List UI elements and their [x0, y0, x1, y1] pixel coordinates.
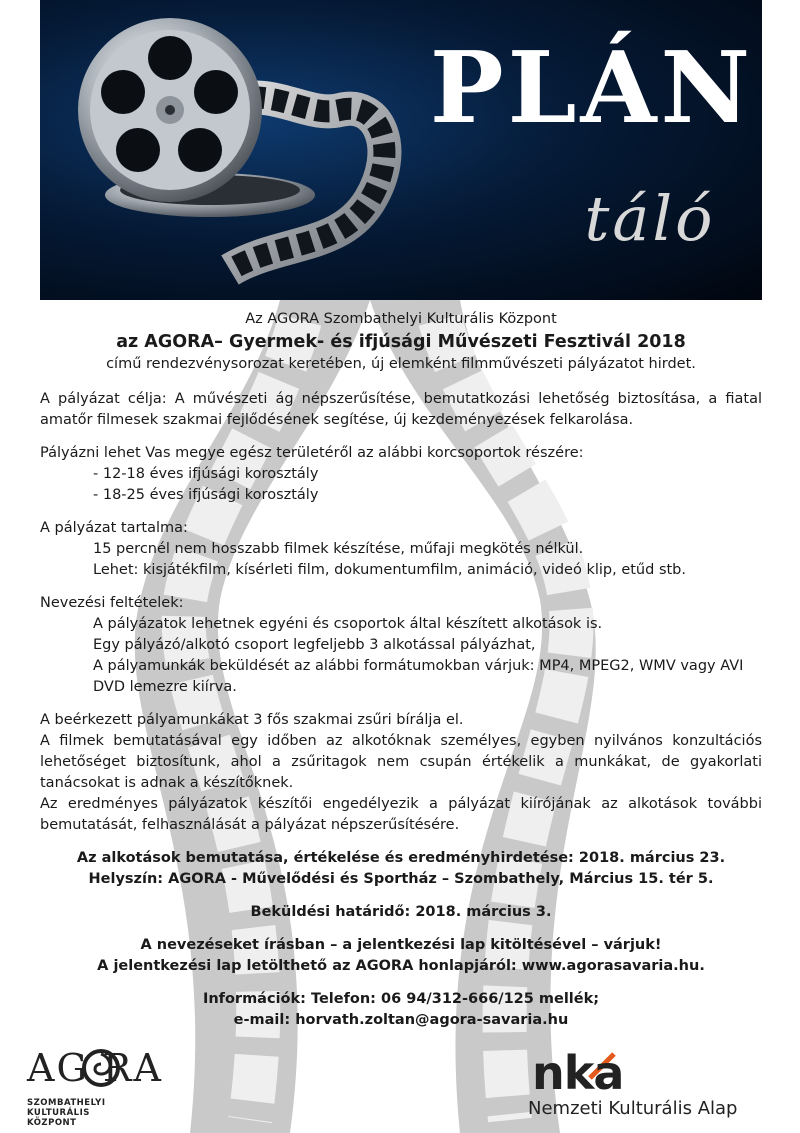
agora-subtitle: SZOMBATHELYI KULTURÁLIS KÖZPONT: [27, 1098, 106, 1128]
film-reel-icon: [78, 18, 262, 202]
agora-logo: [27, 1043, 187, 1128]
agora-swirl-icon: [81, 1048, 121, 1088]
header-banner: [40, 0, 762, 300]
content-heading: A pályázat tartalma:: [40, 520, 188, 536]
goal-paragraph: A pályázat célja: A művészeti ág népszerűsítése, bemutatkozási lehetőség biztosítása, a fiatal amatőr filmesek szakmai fejlődésének segítése, új kezdeményezések felkarolása.: [40, 391, 762, 428]
jury-line: A beérkezett pályamunkákat 3 fős szakmai zsűri bírálja el.: [40, 712, 464, 728]
contact-email[interactable]: e-mail: horvath.zoltan@agora-savaria.hu: [233, 1012, 569, 1028]
festival-title: az AGORA– Gyermek- és ifjúsági Művészeti Fesztivál 2018: [116, 332, 686, 352]
content-line: 15 percnél nem hosszabb filmek készítése, műfaji megkötés nélkül.: [93, 541, 584, 557]
announcement-line: című rendezvénysorozat keretében, új elemként filmművészeti pályázatot hirdet.: [106, 356, 696, 372]
condition-line: Egy pályázó/alkotó csoport legfeljebb 3 alkotással pályázhat,: [93, 637, 536, 653]
submission-deadline: Beküldési határidő: 2018. március 3.: [250, 904, 552, 920]
content-line: Lehet: kisjátékfilm, kísérleti film, dokumentumfilm, animáció, videó klip, etűd stb.: [93, 562, 686, 578]
nka-subtitle: Nemzeti Kulturális Alap: [528, 1098, 738, 1119]
condition-line: A pályamunkák beküldését az alábbi formátumokban várjuk: MP4, MPEG2, WMV vagy AVI DVD lemezre kiírva.: [93, 658, 744, 695]
agora-wordmark: AG RA: [27, 1046, 163, 1090]
condition-line: A pályázatok lehetnek egyéni és csoportok által készített alkotások is.: [93, 616, 603, 632]
age-group-item: - 18-25 éves ifjúsági korosztály: [93, 487, 319, 503]
application-line: A nevezéseket írásban – a jelentkezési lap kitöltésével – várjuk!: [140, 937, 662, 953]
download-line: [40, 956, 762, 977]
contact-phone: Információk: Telefon: 06 94/312-666/125 mellék;: [202, 991, 600, 1007]
nka-logo: [528, 1046, 768, 1128]
download-text[interactable]: A jelentkezési lap letölthető az AGORA honlapjáról: www.agorasavaria.hu.: [97, 958, 705, 974]
age-group-item: - 12-18 éves ifjúsági korosztály: [93, 466, 319, 482]
event-venue: Helyszín: AGORA - Művelődési és Sportház – Szombathely, Március 15. tér 5.: [88, 871, 714, 887]
eligibility-intro: Pályázni lehet Vas megye egész területéről az alábbi korcsoportok részére:: [40, 445, 584, 461]
event-date: Az alkotások bemutatása, értékelése és eredményhirdetése: 2018. március 23.: [76, 850, 726, 866]
announcement-body: [40, 309, 762, 1031]
conditions-heading: Nevezési feltételek:: [40, 595, 184, 611]
consultation-paragraph: A filmek bemutatásával egy időben az alkotóknak személyes, egyben nyilvános konzultációs lehetőséget biztosítunk, ahol a zsűritagok nem csupán értékelik a munkákat, de gyakorlati tanácsokat is adnak a készítőknek.: [40, 733, 762, 791]
organizer-line: Az AGORA Szombathelyi Kulturális Központ: [245, 311, 557, 327]
permission-paragraph: Az eredményes pályázatok készítői engedélyezik a pályázat kiírójának az alkotások további bemutatását, felhasználását a pályázat népszerűsítésére.: [40, 796, 762, 833]
banner-subtitle: táló: [584, 182, 716, 255]
nka-wordmark: nka: [532, 1046, 624, 1100]
banner-title: PLÁN: [429, 31, 755, 146]
